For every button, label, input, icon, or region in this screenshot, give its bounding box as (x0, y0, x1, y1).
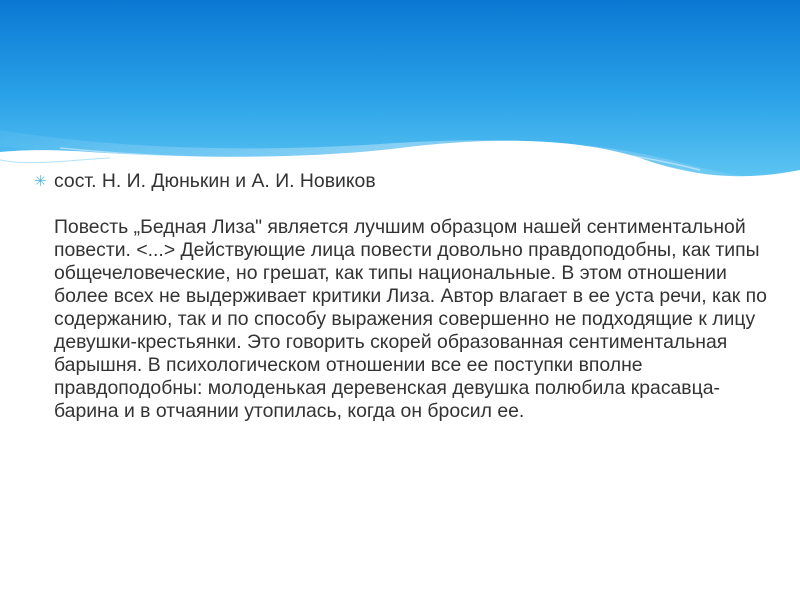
asterisk-bullet-icon: ✳ (34, 173, 47, 190)
author-line: сост. Н. И. Дюнькин и А. И. Новиков (54, 170, 376, 192)
quote-paragraph: Повесть „Бедная Лиза" является лучшим образцом нашей сентиментальной повести. <...> Действующие лица повести довольно правдоподобны, как типы общечеловеческие, но грешат, как типы национальные. В этом отношении более всех не выдерживает критики Лиза. Автор влагает в ее уста речи, как по содержанию, так и по способу выражения совершенно не подходящие к лицу девушки-крестьянки. Это говорить скорей образованная сентиментальная барышня. В психологическом отношении все ее поступки вполне правдоподобны: молоденькая деревенская девушка полюбила красавца-барина и в отчаянии утопилась, когда он бросил ее. (54, 216, 767, 422)
slide-content (34, 170, 774, 423)
bullet-item (34, 170, 774, 193)
